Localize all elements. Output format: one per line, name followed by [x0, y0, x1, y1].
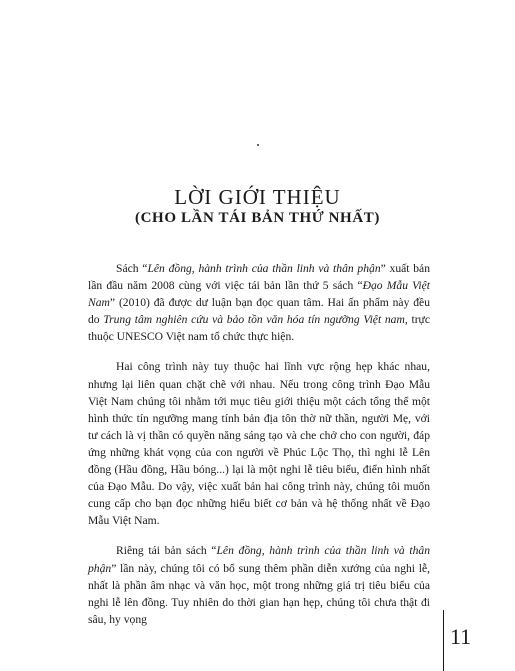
ornament-dot [257, 144, 259, 146]
page-subtitle: (CHO LẦN TÁI BẢN THỨ NHẤT) [135, 210, 380, 226]
text-run: Sách “ [116, 262, 148, 275]
paragraph-2 [88, 358, 430, 529]
page-number-divider [443, 610, 444, 671]
body-text [88, 260, 430, 641]
text-run: ” (2010) đã được dư luận bạn đọc quan tâm. Hai ấn phẩm này đều do [88, 296, 430, 327]
paragraph-1 [88, 260, 430, 345]
page-number: 11 [450, 624, 472, 649]
text-run: , trực thuộc UNESCO Việt nam tổ chức thực hiện. [88, 313, 430, 344]
paragraph-3 [88, 542, 430, 627]
italic-text-run: Trung tâm nghiên cứu và bảo tồn văn hóa tín ngưỡng Việt nam [103, 313, 405, 327]
text-run: Riêng tái bản sách “ [116, 544, 217, 558]
italic-text-run: Đạo Mẫu Việt Nam [88, 279, 430, 310]
page-title: LỜI GIỚI THIỆU [174, 185, 341, 209]
italic-text-run: Lên đồng, hành trình của thần linh và thân phận [147, 262, 381, 275]
italic-text-run: Lên đồng, hành trình của thần linh và thân phận [88, 544, 430, 575]
text-run: ” lần này, chúng tôi có bổ sung thêm phần diễn xướng của nghi lễ, nhất là phần âm nhạc và văn học, một trong những giá trị tiêu biểu của nghi lễ lên đồng. Tuy nhiên do thời gian hạn hẹp, chúng tôi chưa thật đi sâu, hy vọng [88, 561, 430, 626]
text-run: ” xuất bản lần đầu năm 2008 cùng với việc tái bản lần thứ 5 sách “ [88, 262, 430, 293]
text-run: Hai công trình này tuy thuộc hai lĩnh vực rộng hẹp khác nhau, nhưng lại liên quan chặt chẽ với nhau. Nếu trong công trình Đạo Mẫu Việt Nam chúng tôi nhằm tới mục tiêu giới thiệu một cách tổng thể một hình thức tín ngưỡng mang tính bản địa tôn thờ nữ thần, người Mẹ, với tư cách là vị thần có quyền năng sáng tạo và che chở cho con người, đáp ứng những khát vọng của con người về Phúc Lộc Thọ, thì nghi lễ Lên đồng (Hầu đồng, Hầu bóng...) lại là một nghi lễ tiêu biểu, điển hình nhất của Đạo Mẫu. Do vậy, việc xuất bản hai công trình này, chúng tôi muốn cung cấp cho bạn đọc những hiểu biết cơ bản và hệ thống nhất về Đạo Mẫu Việt Nam. [88, 360, 430, 528]
